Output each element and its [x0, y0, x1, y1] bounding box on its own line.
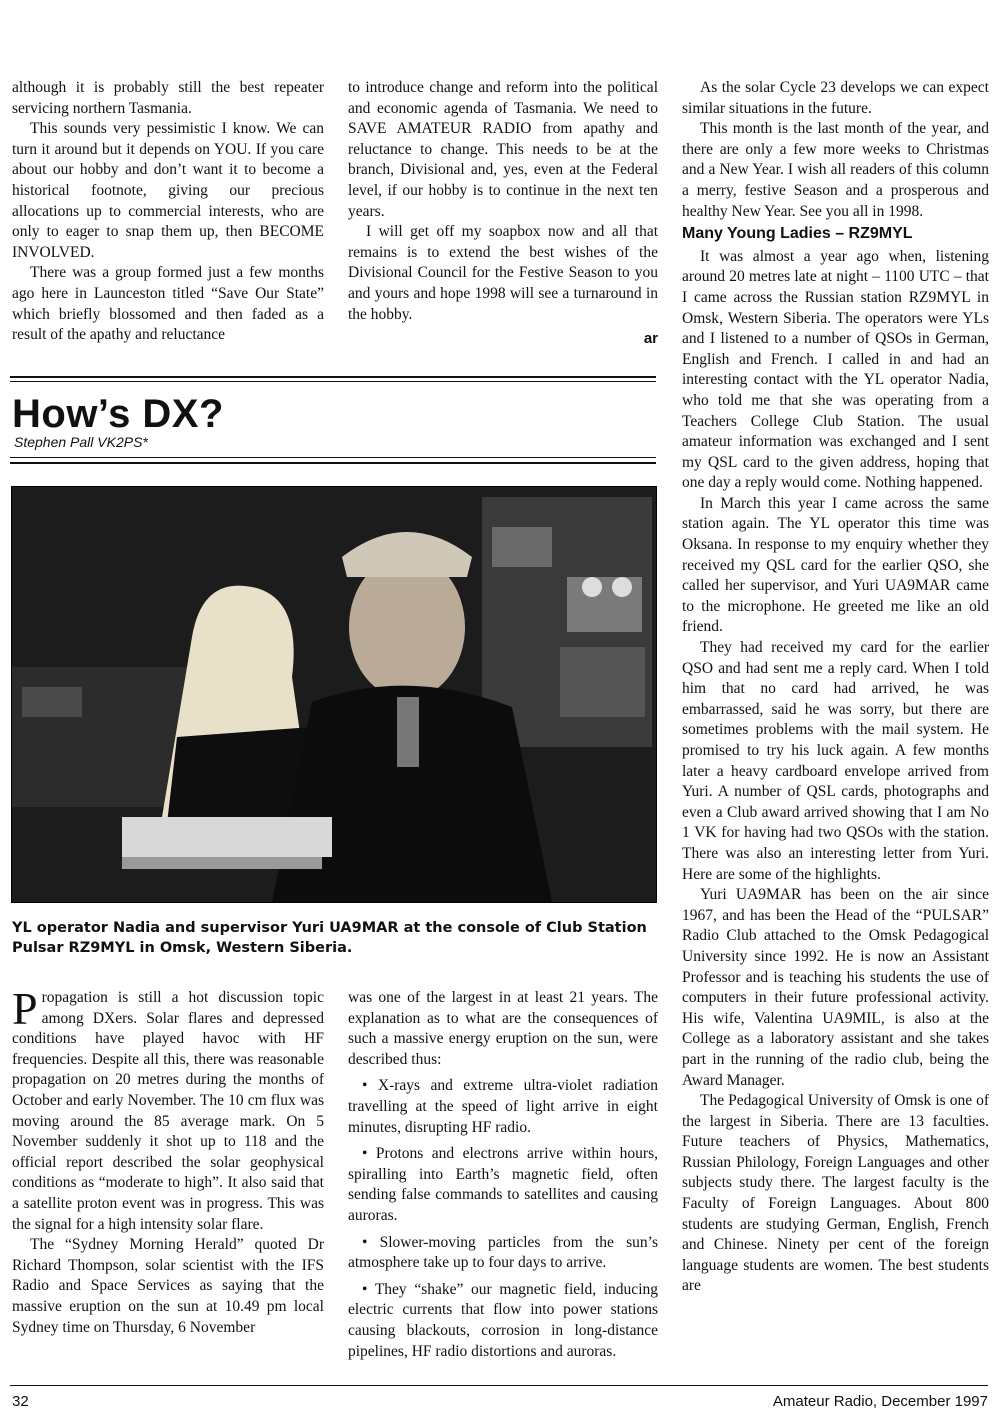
bullet-item: • X-rays and extreme ultra-violet radiation travelling at the speed of light arrive in eight minutes, disrupting HF radio.: [348, 1076, 658, 1138]
paragraph: The Pedagogical University of Omsk is one of the largest in Siberia. There are 13 faculties. Future teachers of Physics, Mathematics, Russian Philology, Foreign Languages and other subjects study there. The largest faculty is the Faculty of Foreign Languages. About 800 students are studying German, English, French and Chinese. Ninety per cent of the foreign language students are women. The best students are: [682, 1092, 989, 1295]
photo-radio-operators: [11, 486, 657, 903]
paragraph: As the solar Cycle 23 develops we can expect similar situations in the future.: [682, 79, 989, 117]
bullet-item: • Slower-moving particles from the sun’s atmosphere take up to four days to arrive.: [348, 1233, 658, 1274]
paragraph: This month is the last month of the year, and there are only a few more weeks to Christmas and a New Year. I wish all readers of this column a merry, festive Season and a prosperous and healthy New Year. See you all in 1998.: [682, 120, 989, 220]
title-rule-top-thin: [10, 381, 656, 382]
section-subheading: Many Young Ladies – RZ9MYL: [682, 225, 913, 243]
paragraph: This sounds very pessimistic I know. We can turn it around but it depends on YOU. If you care about our hobby and don’t want it to become a historical footnote, giving our precious allocations up to commercial interests, who are only to eager to snap them up, then BECOME INVOLVED.: [12, 120, 324, 261]
paragraph: although it is probably still the best repeater servicing northern Tasmania.: [12, 79, 324, 117]
column-3: [682, 78, 989, 1297]
page-number: 32: [12, 1393, 29, 1410]
title-rule-bottom-thin: [10, 457, 656, 458]
paragraph: There was a group formed just a few months ago here in Launceston titled “Save Our State” which briefly blossomed and then faded as a result of the apathy and reluctance: [12, 264, 324, 344]
paragraph-lead: [12, 983, 324, 1235]
paragraph: Yuri UA9MAR has been on the air since 1967, and has been the Head of the “PULSAR” Radio Club attached to the Omsk Pedagogical University since 1992. He is now an Assistant Professor and is teaching his students the use of computers in their future professional activity. His wife, Valentina UA9MIL, is also at the College as a laboratory assistant and she takes part in the running of the radio club, being the Award Manager.: [682, 886, 989, 1089]
paragraph: to introduce change and reform into the political and economic agenda of Tasmania. We need to SAVE AMATEUR RADIO from apathy and reluctance to change. This needs to be at the branch, Divisional and, yes, even at the Federal level, if our hobby is to continue in the next ten years.: [348, 79, 658, 220]
paragraph: The “Sydney Morning Herald” quoted Dr Richard Thompson, solar scientist with the IFS Radio and Space Services as saying that the massive eruption on the sun at 10.49 pm local Sydney time on Thursday, 6 November: [12, 1236, 324, 1336]
article-title: How’s DX?: [12, 392, 224, 436]
column-1-top: [12, 78, 324, 346]
column-2-top: [348, 78, 658, 350]
title-rule-top: [10, 376, 656, 378]
bullet-item: • They “shake” our magnetic field, inducing electric currents that flow into power stations causing blackouts, corrosion in long-distance pipelines, HF radio distortions and auroras.: [348, 1280, 658, 1362]
footer-rule: [10, 1385, 988, 1386]
photo-caption: YL operator Nadia and supervisor Yuri UA9MAR at the console of Club Station Pulsar RZ9MYL in Omsk, Western Siberia.: [12, 920, 647, 956]
article-byline: Stephen Pall VK2PS*: [14, 434, 148, 450]
paragraph: It was almost a year ago when, listening around 20 metres late at night – 1100 UTC – that I came across the Russian station RZ9MYL in Omsk, Western Siberia. The operators were YLs and I listened to a number of QSOs in German, English and French. I called in and had an interesting contact with the YL operator Nadia, who told me that she was operating from a Teachers College Club Station. The usual amateur information was exchanged and I sent my QSL card to the given address, hoping that one day a reply would come. Nothing happened.: [682, 247, 989, 492]
paragraph-lead-text: ropagation is still a hot discussion topic among DXers. Solar flares and depressed conditions have played havoc with HF frequencies. Despite all this, there was reasonable propagation on 20 metres during the months of October and early November. The 10 cm flux was moving around the 85 average mark. On 5 November suddenly it shot up to 118 and the official report described the solar geophysical conditions as “moderate to high”. It also said that a satellite proton event was in progress. This was the signal for a high intensity solar flare.: [12, 989, 324, 1233]
drop-cap: P: [12, 983, 38, 1034]
title-rule-bottom: [10, 462, 656, 464]
photo-illustration: [12, 487, 656, 902]
paragraph: was one of the largest in at least 21 years. The explanation as to what are the consequences of such a massive energy eruption on the sun, were described thus:: [348, 989, 658, 1068]
publication-name: Amateur Radio, December 1997: [772, 1393, 988, 1410]
column-1-bottom: [12, 983, 324, 1338]
bullet-item: • Protons and electrons arrive within hours, spiralling into Earth’s magnetic field, often sending false commands to satellites and causing auroras.: [348, 1144, 658, 1226]
paragraph: In March this year I came across the same station again. The YL operator this time was Oksana. In response to my enquiry whether they received my QSL card for the earlier QSO, she called her supervisor, and Yuri UA9MAR came to the microphone. He greeted me like an old friend.: [682, 494, 989, 636]
paragraph: They had received my card for the earlier QSO and had sent me a reply card. When I told him that no card had arrived, he was embarrassed, said he was sorry, but there are sometimes problems with the mail system. He promised to try his luck again. A few months later a heavy cardboard envelope arrived from Yuri. A number of QSL cards, photographs and even a Club award arrived showing that I am No 1 VK for having had two QSOs with the station. There was also an interesting letter from Yuri. Here are some of the highlights.: [682, 639, 989, 883]
paragraph: I will get off my soapbox now and all that remains is to extend the best wishes of the Divisional Council for the Festive Season to you and yours and hope 1998 will see a turnaround in the hobby.: [348, 223, 658, 323]
sign-off: ar: [643, 330, 658, 348]
column-2-bottom: [348, 988, 658, 1362]
